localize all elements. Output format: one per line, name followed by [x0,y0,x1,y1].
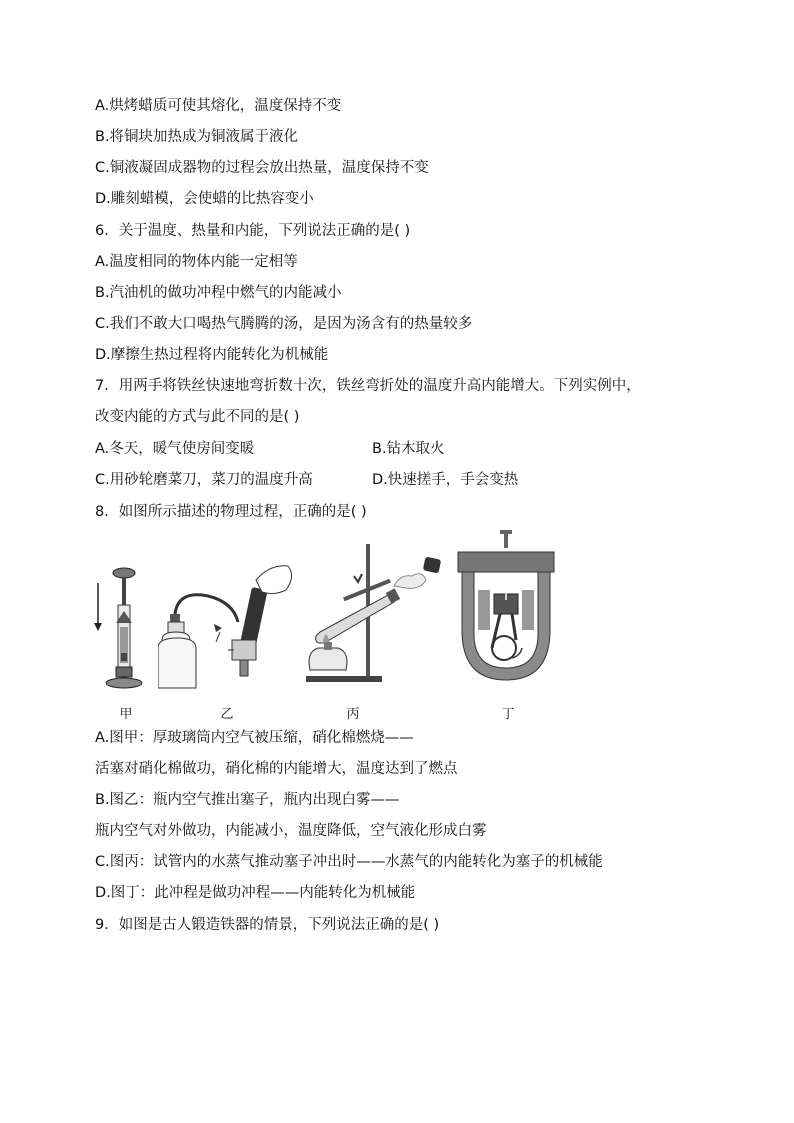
q8-stem: 8．如图所示描述的物理过程，正确的是( ) [95,504,367,520]
q6-option-a: A.温度相同的物体内能一定相等 [95,254,298,270]
q5-option-b: B.将铜块加热成为铜液属于液化 [95,129,299,145]
q6-stem: 6．关于温度、热量和内能，下列说法正确的是( ) [95,223,411,239]
q8-option-c: C.图丙：试管内的水蒸气推动塞子冲出时——水蒸气的内能转化为塞子的机械能 [95,854,603,870]
q5-option-c: C.铜液凝固成器物的过程会放出热量，温度保持不变 [95,160,429,176]
figure-jia-compression-cylinder [92,565,152,695]
q7-stem-line2: 改变内能的方式与此不同的是( ) [95,409,300,425]
q5-option-a: A.烘烤蜡质可使其熔化，温度保持不变 [95,98,342,114]
q7-stem-line1: 7．用两手将铁丝快速地弯折数十次，铁丝弯折处的温度升高内能增大。下列实例中， [95,378,641,394]
q8-option-a-continued: 活塞对硝化棉做功，硝化棉的内能增大，温度达到了燃点 [95,761,458,777]
q7-option-a: A.冬天，暖气使房间变暖 [95,441,255,457]
q8-option-d: D.图丁：此冲程是做功冲程——内能转化为机械能 [95,885,416,901]
figure-caption-ding: 丁 [501,707,515,722]
figure-caption-jia: 甲 [119,707,133,722]
q7-option-b: B.钻木取火 [372,441,445,457]
q6-option-d: D.摩擦生热过程将内能转化为机械能 [95,347,329,363]
q9-stem: 9．如图是古人锻造铁器的情景，下列说法正确的是( ) [95,917,440,933]
q7-option-d: D.快速搓手，手会变热 [372,472,519,488]
figure-caption-yi: 乙 [220,707,234,722]
q8-option-b-continued: 瓶内空气对外做功，内能减小，温度降低，空气液化形成白雾 [95,823,487,839]
figure-yi-bottle-pump [158,562,298,692]
q8-option-a: A.图甲：厚玻璃筒内空气被压缩，硝化棉燃烧—— [95,730,414,746]
q6-option-b: B.汽油机的做功冲程中燃气的内能减小 [95,285,342,301]
q6-option-c: C.我们不敢大口喝热气腾腾的汤，是因为汤含有的热量较多 [95,316,473,332]
figure-caption-bing: 丙 [346,707,360,722]
figure-ding-engine-cylinder [456,530,556,685]
figure-bing-test-tube-steam [302,542,447,687]
q7-option-c: C.用砂轮磨菜刀，菜刀的温度升高 [95,472,313,488]
q8-option-b: B.图乙：瓶内空气推出塞子，瓶内出现白雾—— [95,792,400,808]
q5-option-d: D.雕刻蜡模，会使蜡的比热容变小 [95,191,314,207]
